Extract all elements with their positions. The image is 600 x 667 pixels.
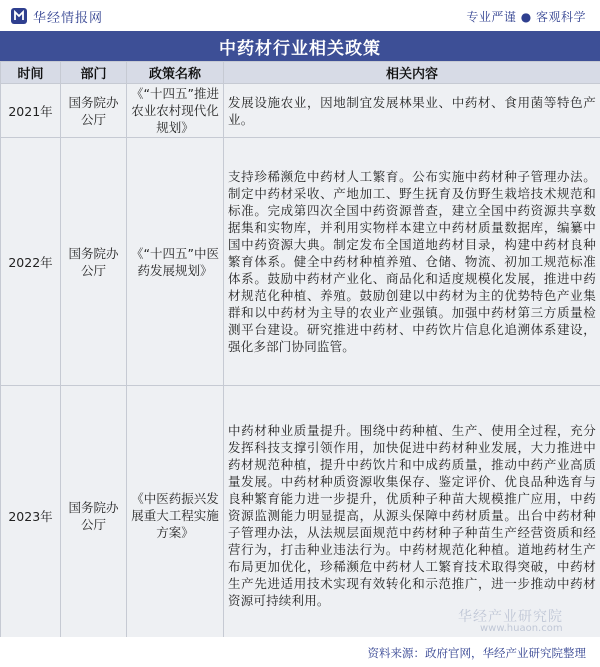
cell-policy: 《“十四五”推进农业农村现代化规划》 <box>127 84 224 138</box>
cell-content: 支持珍稀濒危中药材人工繁育。公布实施中药材种子管理办法。制定中药材采收、产地加工、野生抚育及仿野生栽培技术规范和标准。完成第四次全国中药资源普查，建立全国中药资源共享数据集和实物库，并利用实物样本建立中药材质量数据库，编纂中国中药资源大典。制定发布全国道地药材目录，构建中药材良种繁育体系。健全中药材种植养殖、仓储、物流、初加工规范标准体系。鼓励中药材产业化、商品化和适度规模化发展，推进中药材规范化种植、养殖。鼓励创建以中药材为主的优势特色产业集群和以中药材为主导的农业产业强镇。加强中药材第三方质量检测平台建设。研究推进中药材、中药饮片信息化追溯体系建设，强化多部门协同监管。 <box>224 138 600 386</box>
brand-name: 华经情报网 <box>33 10 104 26</box>
cell-year: 2021年 <box>1 84 61 138</box>
cell-dept: 国务院办公厅 <box>61 84 127 138</box>
cell-dept: 国务院办公厅 <box>61 138 127 386</box>
cell-content: 发展设施农业，因地制宜发展林果业、中药材、食用菌等特色产业。 <box>224 84 600 138</box>
table-header-row <box>1 62 600 84</box>
watermark-url: www.huaon.com <box>480 623 563 634</box>
slogan: 专业严谨 ● 客观科学 <box>466 10 586 24</box>
column-header-content: 相关内容 <box>224 62 600 84</box>
table-row <box>1 138 600 386</box>
cell-policy: 《“十四五”中医药发展规划》 <box>127 138 224 386</box>
cell-content: 中药材种业质量提升。围绕中药种植、生产、使用全过程，充分发挥科技支撑引领作用，加快促进中药材种业发展，大力推进中药材规范种植，提升中药饮片和中成药质量，推动中药产业高质量发展。中药材种质资源收集保存、鉴定评价、优良品种选育与良种繁育能力进一步提升，优质种子种苗大规模推广应用，中药资源监测能力明显提高，从源头保障中药材质量。出台中药材种子管理办法，从法规层面规范中药材种子种苗生产经营资质和经营行为，打击种业违法行为。中药材规范化种植。道地药材生产布局更加优化，珍稀濒危中药材人工繁育技术取得突破，中药材生产先进适用技术实现有效转化和示范推广，进一步推动中药材资源可持续利用。 <box>224 386 600 646</box>
cell-year: 2023年 <box>1 386 61 646</box>
policy-table <box>0 61 600 646</box>
top-bar <box>0 0 600 31</box>
cell-dept: 国务院办公厅 <box>61 386 127 646</box>
page-title: 中药材行业相关政策 <box>0 31 600 61</box>
huajing-logo-icon <box>10 7 28 25</box>
cell-year: 2022年 <box>1 138 61 386</box>
column-header-policy: 政策名称 <box>127 62 224 84</box>
column-header-year: 时间 <box>1 62 61 84</box>
table-row <box>1 84 600 138</box>
source-note: 资料来源：政府官网，华经产业研究院整理 <box>367 646 586 660</box>
table-row <box>1 386 600 646</box>
policy-table-container <box>0 61 600 646</box>
footer <box>0 637 600 667</box>
column-header-dept: 部门 <box>61 62 127 84</box>
cell-policy: 《中医药振兴发展重大工程实施方案》 <box>127 386 224 646</box>
watermark-text: 华经产业研究院 <box>458 609 563 625</box>
brand <box>10 7 103 25</box>
